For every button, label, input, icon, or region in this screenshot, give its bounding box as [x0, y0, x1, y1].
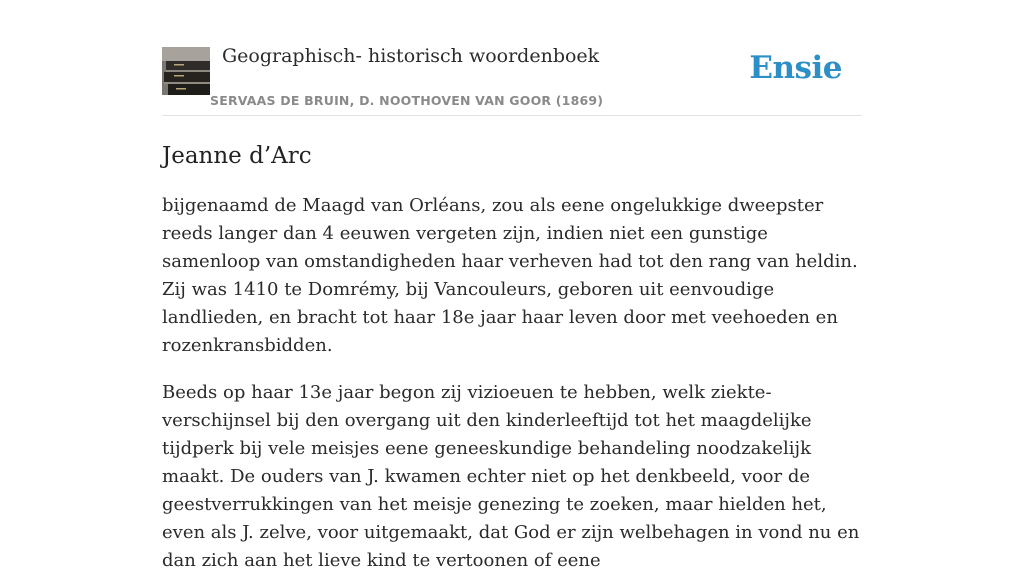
- entry-paragraph: Beeds op haar 13e jaar begon zij vizioeuen te hebben, welk ziekte-verschijnsel bij den overgang uit den kinderleeftijd tot het maagdelijke tijdperk bij vele meisjes eene geneeskundige behandeling noodzakelijk maakt. De ouders van J. kwamen echter niet op het denkbeeld, voor de geestverrukkingen van het meisje genezing te zoeken, maar hielden het, even als J. zelve, voor uitgemaakt, dat God er zijn welbehagen in vond nu en dan zich aan het lieve kind te vertoonen of eene: [162, 382, 860, 571]
- entry-paragraph: bijgenaamd de Maagd van Orléans, zou als eene ongelukkige dweepster reeds langer dan 4 eeuwen vergeten zijn, indien niet een gunstige samenloop van omstandigheden haar verheven had tot den rang van heldin. Zij was 1410 te Domrémy, bij Vancouleurs, geboren uit eenvoudige landlieden, en bracht tot haar 18e jaar haar leven door met veehoeden en rozenkransbidden.: [162, 195, 858, 356]
- book-stack-icon: [162, 47, 210, 95]
- entry-title: Jeanne d’Arc: [162, 143, 312, 169]
- page-container: [162, 0, 862, 571]
- book-header: [162, 0, 862, 116]
- entry-body: [162, 192, 862, 575]
- book-cover-avatar[interactable]: [162, 47, 210, 95]
- book-author: SERVAAS DE BRUIN, D. NOOTHOVEN VAN GOOR (1869): [210, 93, 604, 108]
- book-title[interactable]: Geographisch- historisch woordenboek: [222, 45, 600, 67]
- ensie-logo-link[interactable]: Ensie: [749, 50, 842, 86]
